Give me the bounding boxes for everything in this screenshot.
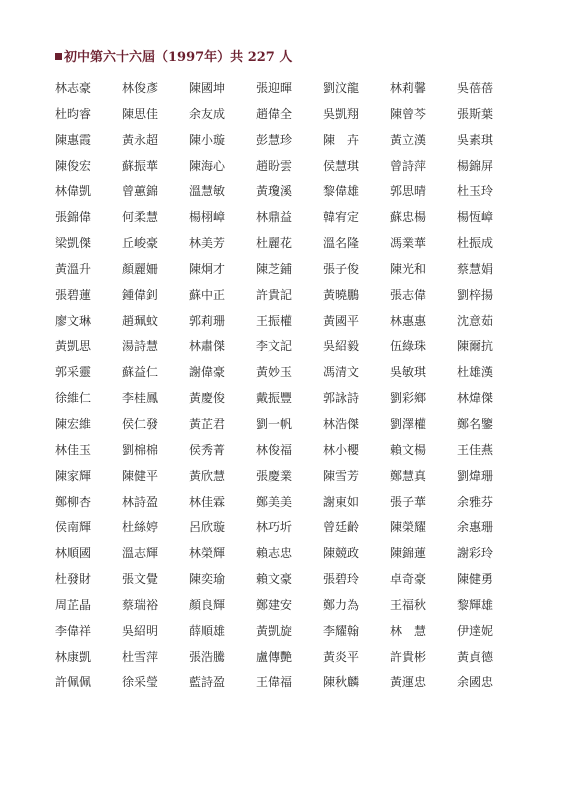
student-name: 劉棉棉 — [122, 442, 159, 457]
student-name: 徐維仁 — [55, 391, 92, 406]
student-name: 顏良輝 — [189, 597, 226, 612]
student-name: 戴振豐 — [256, 391, 293, 406]
student-name: 趙盼雲 — [256, 158, 293, 173]
student-name: 黃國平 — [323, 313, 360, 328]
student-name: 張慶業 — [256, 468, 293, 483]
student-name: 黃貞德 — [457, 649, 494, 664]
student-name: 侯南輝 — [55, 520, 92, 535]
student-name: 杜玉玲 — [457, 184, 494, 199]
student-name: 黃凱思 — [55, 339, 92, 354]
student-name: 王偉福 — [256, 675, 293, 690]
student-name: 劉汶龍 — [323, 81, 360, 95]
student-name: 鄭建安 — [256, 597, 293, 612]
student-name: 陳爾抗 — [457, 339, 494, 354]
student-name: 郭采靈 — [55, 365, 92, 380]
student-name: 呂欣璇 — [189, 520, 226, 535]
student-name: 余友成 — [189, 106, 226, 121]
student-name: 黃瓊溪 — [256, 184, 293, 199]
student-name: 杜振成 — [457, 236, 494, 251]
student-name: 陳芝鋪 — [256, 261, 293, 276]
student-name: 黃永超 — [122, 132, 159, 147]
student-name: 林浩傑 — [323, 416, 360, 431]
student-name: 林順國 — [55, 546, 92, 561]
student-name: 王振權 — [256, 313, 293, 328]
student-name: 張子華 — [390, 494, 427, 509]
student-name: 曾廷齡 — [323, 520, 360, 535]
student-name: 李桂鳳 — [122, 391, 159, 406]
student-name: 陳秋麟 — [323, 675, 360, 690]
student-name: 黃立漢 — [390, 132, 427, 147]
student-name: 杜雄漢 — [457, 365, 494, 380]
student-name: 陳 卉 — [323, 132, 360, 147]
section-heading-text: 初中第六十六屆（1997年）共 227 人 — [64, 50, 293, 65]
student-name: 陳炯才 — [189, 261, 226, 276]
student-name: 陳榮耀 — [390, 520, 427, 535]
student-name: 卓奇豪 — [390, 572, 427, 587]
student-name: 黎偉雄 — [323, 184, 360, 199]
student-name: 黃凱旋 — [256, 623, 293, 638]
student-name: 林莉馨 — [390, 81, 427, 95]
student-name: 陳健平 — [122, 468, 159, 483]
student-name: 林惠惠 — [390, 313, 427, 328]
student-name: 吳紹明 — [122, 623, 159, 638]
student-name: 伍綠珠 — [390, 339, 427, 354]
student-name: 陳奕瑜 — [189, 572, 226, 587]
student-name: 蔡慧娟 — [457, 261, 494, 276]
student-name: 楊栩嶂 — [189, 210, 226, 225]
student-name: 馮清文 — [323, 365, 360, 380]
student-name: 王佳燕 — [457, 442, 494, 457]
student-name: 趙偉全 — [256, 106, 293, 121]
student-name: 吳凱翔 — [323, 106, 360, 121]
student-name: 張志偉 — [390, 287, 427, 302]
student-name: 溫名隆 — [323, 236, 360, 251]
student-name: 陳家輝 — [55, 468, 92, 483]
student-name: 林煒傑 — [457, 391, 494, 406]
student-name: 張迎暉 — [256, 81, 293, 95]
student-name: 張碧蓮 — [55, 287, 92, 302]
student-name: 林佳霖 — [189, 494, 226, 509]
student-name: 林巧圻 — [256, 520, 293, 535]
student-name: 林肅傑 — [189, 339, 226, 354]
section-heading — [55, 50, 292, 66]
student-name: 許貴記 — [256, 287, 293, 302]
student-name: 林美芳 — [189, 236, 226, 251]
student-name: 周芷晶 — [55, 597, 92, 612]
student-name: 林小櫻 — [323, 442, 360, 457]
name-grid — [55, 79, 500, 699]
student-name: 蘇中正 — [189, 287, 226, 302]
student-name: 陳雪芳 — [323, 468, 360, 483]
student-name: 林詩盈 — [122, 494, 159, 509]
student-name: 黃欣慧 — [189, 468, 226, 483]
student-name: 許貴彬 — [390, 649, 427, 664]
student-name: 吳敏琪 — [390, 365, 427, 380]
student-name: 陳惠霞 — [55, 132, 92, 147]
student-name: 鄭名鑒 — [457, 416, 494, 431]
student-name: 林偉凱 — [55, 184, 92, 199]
student-name: 廖文琳 — [55, 313, 92, 328]
student-name: 黃運忠 — [390, 675, 427, 690]
student-name: 謝偉豪 — [189, 365, 226, 380]
student-name: 鄭柳杏 — [55, 494, 92, 509]
student-name: 張子俊 — [323, 261, 360, 276]
student-name: 王福秋 — [390, 597, 427, 612]
student-name: 何柔慧 — [122, 210, 159, 225]
student-name: 丘峻豪 — [122, 236, 159, 251]
student-name: 張碧玲 — [323, 572, 360, 587]
student-name: 陳思佳 — [122, 106, 159, 121]
student-name: 林榮輝 — [189, 546, 226, 561]
student-name: 鄭慧真 — [390, 468, 427, 483]
student-name: 黃慶俊 — [189, 391, 226, 406]
student-name: 蘇振華 — [122, 158, 159, 173]
student-name: 杜絲婷 — [122, 520, 159, 535]
student-name: 吳紹毅 — [323, 339, 360, 354]
student-name: 謝東如 — [323, 494, 360, 509]
student-name: 曾詩萍 — [390, 158, 427, 173]
student-name: 鍾偉釗 — [122, 287, 159, 302]
student-name: 林 慧 — [390, 623, 427, 638]
student-name: 鄭力為 — [323, 597, 360, 612]
student-name: 杜麗花 — [256, 236, 293, 251]
student-name: 許佩佩 — [55, 675, 92, 690]
student-name: 黃溫升 — [55, 261, 92, 276]
student-name: 溫志輝 — [122, 546, 159, 561]
student-name: 韓宥定 — [323, 210, 360, 225]
student-name: 劉煒珊 — [457, 468, 494, 483]
student-name: 薛順雄 — [189, 623, 226, 638]
student-name: 彭慧珍 — [256, 132, 293, 147]
student-name: 陳海心 — [189, 158, 226, 173]
student-name: 張斯葉 — [457, 106, 494, 121]
student-name: 陳宏維 — [55, 416, 92, 431]
student-name: 陳曾芩 — [390, 106, 427, 121]
student-name: 盧傳艷 — [256, 649, 293, 664]
student-name: 林俊福 — [256, 442, 293, 457]
student-name: 林俊彥 — [122, 81, 159, 95]
student-name: 馮業華 — [390, 236, 427, 251]
student-name: 黃曉鵬 — [323, 287, 360, 302]
student-name: 余國忠 — [457, 675, 494, 690]
student-name: 李文記 — [256, 339, 293, 354]
student-name: 余惠珊 — [457, 520, 494, 535]
student-name: 陳俊宏 — [55, 158, 92, 173]
student-name: 劉一帆 — [256, 416, 293, 431]
student-name: 賴文楊 — [390, 442, 427, 457]
student-name: 蘇忠楊 — [390, 210, 427, 225]
student-name: 曾蕙錦 — [122, 184, 159, 199]
student-name: 林志豪 — [55, 81, 92, 95]
student-name: 陳競政 — [323, 546, 360, 561]
student-name: 陳光和 — [390, 261, 427, 276]
student-name: 賴文豪 — [256, 572, 293, 587]
student-name: 楊錦屏 — [457, 158, 494, 173]
student-name: 伊達妮 — [457, 623, 494, 638]
student-name: 沈意茹 — [457, 313, 494, 328]
student-name: 郭莉珊 — [189, 313, 226, 328]
student-name: 陳錦蓮 — [390, 546, 427, 561]
student-name: 楊恆嶂 — [457, 210, 494, 225]
student-name: 吳素琪 — [457, 132, 494, 147]
student-name: 蘇益仁 — [122, 365, 159, 380]
square-bullet-icon — [55, 53, 62, 60]
student-name: 黃妙玉 — [256, 365, 293, 380]
student-name: 張浩騰 — [189, 649, 226, 664]
student-name: 劉澤權 — [390, 416, 427, 431]
student-name: 顏麗姍 — [122, 261, 159, 276]
student-name: 藍詩盈 — [189, 675, 226, 690]
student-name: 陳小璇 — [189, 132, 226, 147]
student-name: 杜發財 — [55, 572, 92, 587]
student-name: 梁凱傑 — [55, 236, 92, 251]
student-name: 劉梓揚 — [457, 287, 494, 302]
student-name: 侯仁發 — [122, 416, 159, 431]
student-name: 郭思晴 — [390, 184, 427, 199]
student-name: 趙珮蚊 — [122, 313, 159, 328]
student-name: 李耀翰 — [323, 623, 360, 638]
student-name: 余雅芬 — [457, 494, 494, 509]
student-name: 徐采瑩 — [122, 675, 159, 690]
student-name: 陳國坤 — [189, 81, 226, 95]
student-name: 李偉祥 — [55, 623, 92, 638]
student-name: 侯秀菁 — [189, 442, 226, 457]
student-name: 杜昀睿 — [55, 106, 92, 121]
student-name: 黃芷君 — [189, 416, 226, 431]
student-name: 杜雪萍 — [122, 649, 159, 664]
student-name: 林佳玉 — [55, 442, 92, 457]
student-name: 林康凱 — [55, 649, 92, 664]
student-name: 吳蓓蓓 — [457, 81, 494, 95]
student-name: 郭詠詩 — [323, 391, 360, 406]
student-name: 鄭美美 — [256, 494, 293, 509]
student-name: 陳健勇 — [457, 572, 494, 587]
student-name: 侯慧琪 — [323, 158, 360, 173]
student-name: 黎輝雄 — [457, 597, 494, 612]
student-name: 謝彩玲 — [457, 546, 494, 561]
student-name: 溫慧敏 — [189, 184, 226, 199]
student-name: 張錦偉 — [55, 210, 92, 225]
student-name: 張文覺 — [122, 572, 159, 587]
student-name: 黃炎平 — [323, 649, 360, 664]
student-name: 林鼎益 — [256, 210, 293, 225]
student-name: 賴志忠 — [256, 546, 293, 561]
student-name: 湯詩慧 — [122, 339, 159, 354]
student-name: 劉彩鄉 — [390, 391, 427, 406]
student-name: 蔡瑞裕 — [122, 597, 159, 612]
